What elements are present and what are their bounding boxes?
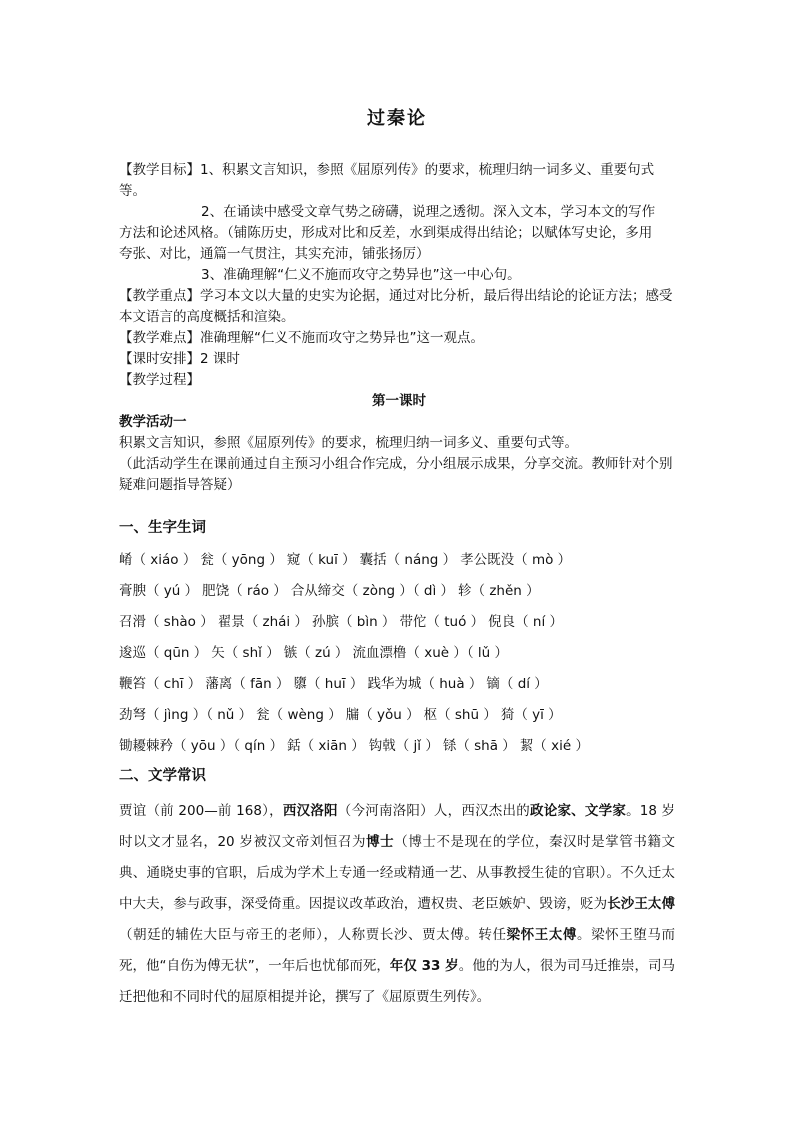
vocab-row (119, 703, 566, 727)
schedule: 【课时安排】2 课时 (119, 351, 240, 367)
activity-heading: 教学活动一 (119, 414, 187, 430)
vocab-item: 铩（ shā ） (442, 738, 516, 754)
activity-line-2: （此活动学生在课前通过自主预习小组合作完成，分小组展示成果，分享交流。教师针对个别疑难问题指导答疑） (119, 456, 673, 493)
vocab-item: 藩离（ fān ） (205, 676, 290, 692)
goal-1: 【教学目标】1、积累文言知识，参照《屈原列传》的要求，梳理归纳一词多义、重要句式等。 (119, 162, 655, 199)
vocab-row (119, 548, 575, 572)
vocab-item: 膏腴（ yú ） (119, 583, 199, 599)
activity-line-1: 积累文言知识，参照《屈原列传》的要求，梳理归纳一词多义、重要句式等。 (119, 435, 578, 451)
vocab-row (119, 734, 593, 758)
goals-block (119, 160, 679, 496)
difficulty: 【教学难点】准确理解“仁义不施而攻守之势异也”这一观点。 (119, 330, 484, 346)
key-point: 【教学重点】学习本文以大量的史实为论据，通过对比分析，最后得出结论的论证方法；感受本文语言的高度概括和渲染。 (119, 288, 673, 325)
vocab-row (119, 579, 544, 603)
vocab-item: 瓮（ wèng ） (256, 707, 342, 723)
goal-3: 3、准确理解“仁义不施而攻守之势异也”这一中心句。 (201, 267, 521, 283)
vocab-item: 轸（ zhěn ） (458, 583, 540, 599)
lesson-heading: 第一课时 (372, 393, 426, 409)
key-label: 【教学重点】 (119, 288, 200, 304)
goal-2a: 2、在诵读中感受文章气势之磅礴，说理之透彻。深入文本，学习本文的写作 (201, 204, 656, 220)
vocab-item: 流血漂橹（ xuè ）（ lǔ ） (352, 645, 509, 661)
vocab-item: 劲弩（ jìng ）（ nǔ ） (119, 707, 253, 723)
vocab-item: 崤（ xiáo ） (119, 552, 197, 568)
vocab-item: 鞭笞（ chī ） (119, 676, 202, 692)
vocab-item: 枢（ shū ） (423, 707, 497, 723)
vocab-item: 倪良（ ní ） (488, 614, 564, 630)
vocab-item: 践华为城（ huà ） (367, 676, 483, 692)
vocab-item: 隳（ huī ） (293, 676, 364, 692)
vocab-item: 肥饶（ ráo ） (202, 583, 287, 599)
vocab-item: 孝公既没（ mò ） (460, 552, 572, 568)
section-literature-heading: 二、文学常识 (119, 768, 206, 784)
goal-2c: 夸张、对比，通篇一气贯注，其实充沛，铺张扬厉） (119, 246, 430, 262)
vocab-item: 逡巡（ qūn ） (119, 645, 208, 661)
biography-paragraph: 贾谊（前 200—前 168），西汉洛阳（今河南洛阳）人，西汉杰出的政论家、文学家。18 岁时以文才显名，20 岁被汉文帝刘恒召为博士（博士不是现在的学位，秦汉时是掌管书籍文典、通晓史事的官职，后成为学术上专通一经或精通一艺、从事教授生徒的官职）。不久迁太中大夫，参与政事，深受倚重。因提议改革政治，遭权贵、老臣嫉妒、毁谤，贬为长沙王太傅（朝廷的辅佐大臣与帝王的老师），人称贾长沙、贾太傅。转任梁怀王太傅。梁怀王堕马而死，他“自伤为傅无状”，一年后也忧郁而死，年仅 33 岁。他的为人，很为司马迁推崇，司马迁把他和不同时代的屈原相提并论，撰写了《屈原贾生列传》。 (119, 803, 676, 1005)
vocab-item: 瓮（ yōng ） (200, 552, 283, 568)
vocab-item: 孙膑（ bìn ） (311, 614, 396, 630)
page-title: 过秦论 (367, 108, 427, 129)
vocab-item: 合从缔交（ zòng ）（ dì ） (290, 583, 455, 599)
vocab-item: 锄耰棘矜（ yōu ）（ qín ） (119, 738, 284, 754)
vocab-row (119, 672, 552, 696)
vocab-item: 銛（ xiān ） (287, 738, 365, 754)
vocab-item: 矢（ shǐ ） (211, 645, 280, 661)
vocab-item: 翟景（ zhái ） (217, 614, 308, 630)
vocab-item: 带佗（ tuó ） (399, 614, 485, 630)
goals-label: 【教学目标】 (119, 162, 200, 178)
section-vocab-heading: 一、生字生词 (119, 520, 206, 536)
vocab-item: 猗（ yī ） (500, 707, 562, 723)
vocab-row (119, 610, 567, 634)
process-label: 【教学过程】 (119, 372, 200, 388)
vocab-item: 窥（ kuī ） (286, 552, 356, 568)
vocab-row (119, 641, 512, 665)
difficulty-label: 【教学难点】 (119, 330, 200, 346)
goal-2b: 方法和论述风格。（铺陈历史，形成对比和反差，水到渠成得出结论；以赋体写史论，多用 (119, 225, 653, 241)
vocab-item: 镞（ zú ） (283, 645, 349, 661)
vocab-item: 召滑（ shào ） (119, 614, 214, 630)
vocab-item: 牖（ yǒu ） (345, 707, 420, 723)
vocab-item: 镝（ dí ） (486, 676, 548, 692)
schedule-label: 【课时安排】 (119, 351, 200, 367)
vocab-item: 絜（ xié ） (519, 738, 589, 754)
vocab-item: 囊括（ náng ） (359, 552, 457, 568)
vocab-item: 钩戟（ jǐ ） (368, 738, 439, 754)
